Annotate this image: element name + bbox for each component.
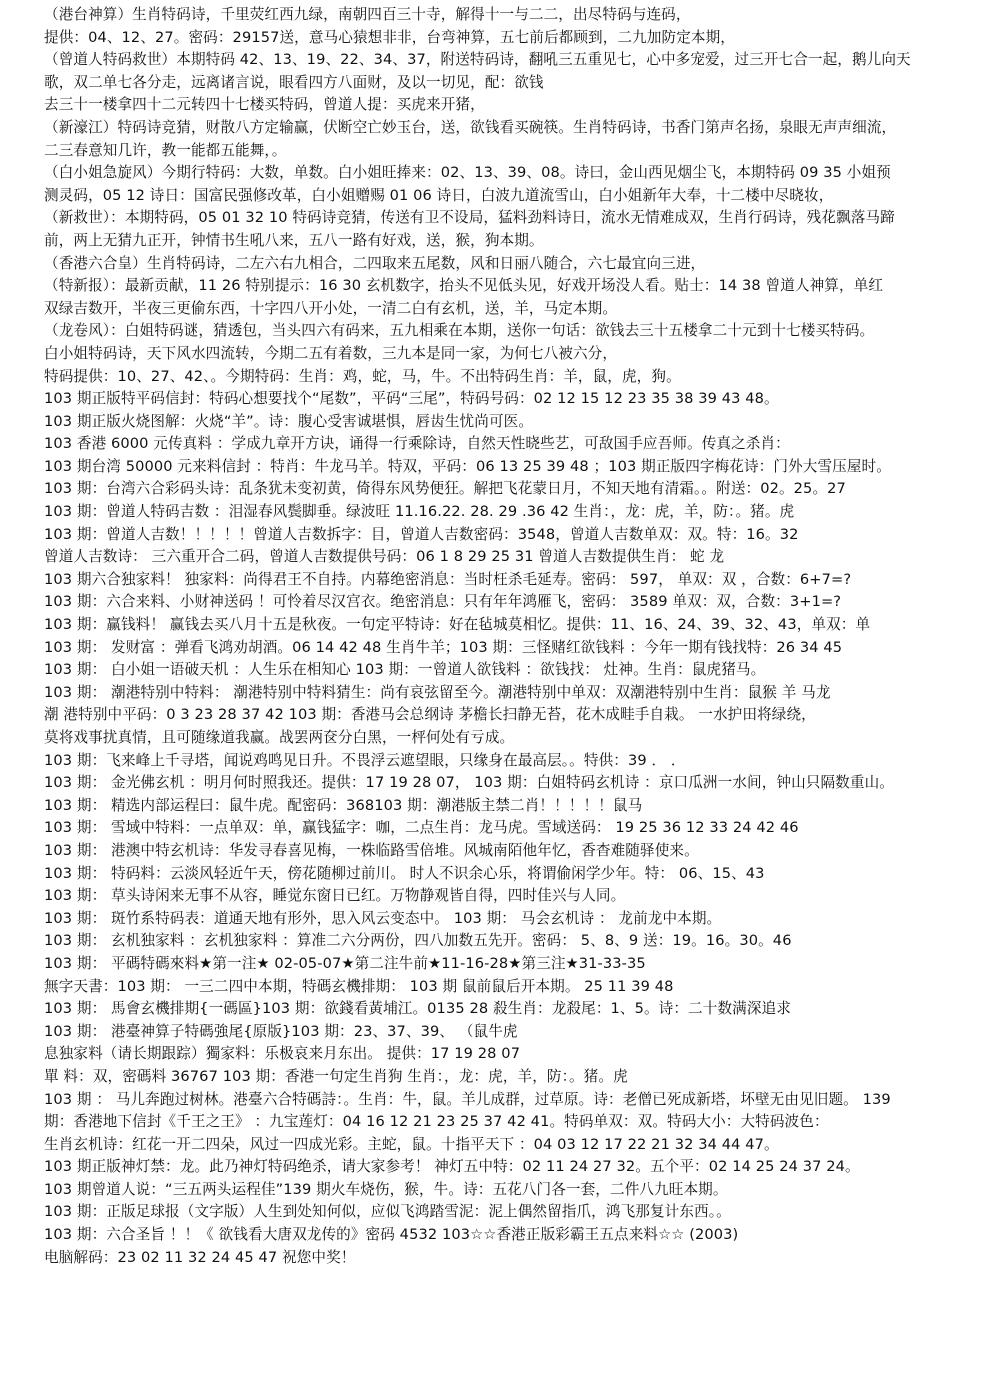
text-line: 103 期正版特平码信封：特码心想要找个“尾数”，平码“三尾”，特码号码：02 12 15 12 23 35 38 39 43 48。 bbox=[44, 390, 779, 408]
text-line: 103 期： 特码料：云淡风轻近午天，傍花随柳过前川。 时人不识余心乐，将谓偷闲学少年。特： 06、15、43 bbox=[44, 864, 765, 882]
text-line: 103 期： 雪域中特料：一点单双：单，赢钱猛字：咖，二点生肖：龙马虎。雪域送码： 19 25 36 12 33 24 42 46 bbox=[44, 819, 799, 837]
text-line: 103 期台湾 50000 元来料信封 ：特肖：牛龙马羊。特双，平码：06 13 25 39 48 ；103 期正版四字梅花诗：门外大雪压屋时。 bbox=[44, 457, 891, 475]
text-line: 103 期： 港澳中特玄机诗：华发寻春喜见梅，一株临路雪倍堆。风城南陌他年忆，香杳难随驿使来。 bbox=[44, 841, 699, 859]
text-line: 白小姐特码诗，天下风水四流转，今期二五有着数，三九本是同一家，为何七八被六分， bbox=[44, 344, 618, 362]
text-line: 103 期： 平碼特碼來料★第一注★ 02-05-07★第二注牛前★11-16-28★第三注★31-33-35 bbox=[44, 954, 646, 972]
text-line: 103 期： 玄机独家料 ：玄机独家料 ：算准二六分两份，四八加数五先开。密码： 5、8、9 送：19。16。30。46 bbox=[44, 932, 792, 950]
text-line: 潮 港特别中平码：0 3 23 28 37 42 103 期：香港马会总纲诗 茅檐长扫静无苔，花木成畦手自栽。 一水护田将绿绕， bbox=[44, 706, 816, 724]
text-line: 103 期 ： 马儿奔跑过树林。港臺六合特碼詩：。生肖：牛，鼠。羊儿成群，过草原。诗：老僧已死成新塔，坏壁无由见旧题。 139 bbox=[44, 1090, 891, 1108]
text-line: 103 期：曾道人特码吉数 ：泪湿春风鬓脚垂。绿波旺 11.16.22. 28. 29 .36 42 生肖：，龙：虎，羊，防：。猪。虎 bbox=[44, 503, 795, 521]
text-line: 提供：04、12、27。密码：29157送，意马心猿想非非，台弯神算，五七前后都顾到，二九加防定本期， bbox=[44, 28, 735, 46]
text-line: （港台神算）生肖特码诗，千里荧红西九绿，南朝四百三十寺，解得十一与二二，出尽特码与连码， bbox=[44, 6, 691, 23]
text-line: 103 期：飞来峰上千寻塔，闻说鸡鸣见日升。不畏浮云遮望眼，只缘身在最高层。。特供：39 ． ． bbox=[44, 751, 686, 769]
text-line: 103 期六合独家料！ 独家料：尚得君王不自持。内幕绝密消息：当时枉杀毛延寿。密码： 597， 单双：双 ，合数：6+7=? bbox=[44, 570, 852, 588]
text-line: 103 期：台湾六合彩码头诗：乱条犹未变初黄，倚得东风势便狂。解把飞花蒙日月，不知天地有清霜。。附送：02。25。27 bbox=[44, 480, 846, 498]
text-line: 103 期： 潮港特别中特料： 潮港特别中特料猜生：尚有哀弦留至今。潮港特别中单双：双潮港特别中生肖：鼠猴 羊 马龙 bbox=[44, 683, 831, 701]
text-line: （新救世）：本期特码，05 01 32 10 特码诗竞猜，传送有卫不设局，猛料劲料诗日，流水无情难成双，生肖行码诗，残花飘落马蹄 bbox=[44, 209, 895, 227]
text-line: 103 期： 斑竹系特码表：道通天地有形外，思入风云变态中。 103 期： 马会玄机诗 ： 龙前龙中本期。 bbox=[44, 909, 722, 927]
text-line: 103 期曾道人说：“三五两头运程佳”139 期火车烧伤，猴，牛。诗：五花八门各一套，二件八九旺本期。 bbox=[44, 1180, 728, 1198]
text-line: 103 期： 金光佛玄机 ：明月何时照我还。提供：17 19 28 07， 103 期：白姐特码玄机诗 ：京口瓜洲一水间，钟山只隔数重山。 bbox=[44, 774, 894, 792]
text-line: 生肖玄机诗：红花一开二四朵，风过一四成光彩。主蛇，鼠。十指平天下 ：04 03 12 17 22 21 32 34 44 47。 bbox=[44, 1135, 779, 1153]
text-line: 103 期正版神灯禁：龙。此乃神灯特码绝杀，请大家参考！ 神灯五中特：02 11 24 27 32。五个平：02 14 25 24 37 24。 bbox=[44, 1158, 860, 1176]
text-line: 双绿吉数开，半夜三更偷东西，十字四八开小处，一清二白有玄机，送，羊，马定本期。 bbox=[44, 299, 618, 317]
text-line: （龙卷风）：白姐特码谜，猜透包，当头四六有码来，五九相乘在本期，送你一句话：欲钱去三十五楼拿二十元到十七楼买特码。 bbox=[44, 322, 875, 340]
text-line: 测灵码，05 12 诗日：国富民强修改革，白小姐赠赐 01 06 诗日，白波九道流雪山，白小姐新年大奉，十二楼中尽晓妆， bbox=[44, 186, 834, 204]
text-line: 103 期：六合圣旨 ！！《 欲钱看大唐双龙传的》密码 4532 103☆☆香港正版彩霸王五点来料☆☆ (2003) bbox=[44, 1226, 739, 1244]
text-line: 歌，双二单七各分走，远离诸言说，眼看四方八面财，及以一切见，配：欲钱 bbox=[44, 73, 544, 91]
text-line: （香港六合皇）生肖特码诗，二左六右九相合，二四取来五尾数，风和日丽八随合，六七最宜向三进， bbox=[44, 254, 706, 272]
text-line: 特码提供：10、27、42、。今期特码：生肖：鸡，蛇，马，牛。不出特码生肖：羊，鼠，虎，狗。 bbox=[44, 367, 681, 385]
text-line: 去三十一楼拿四十二元转四十七楼买特码，曾道人提：买虎来开猪， bbox=[44, 96, 485, 114]
text-line: 無字天書：103 期： 一三二四中本期，特碼玄機排期： 103 期 鼠前鼠后开本期。 25 11 39 48 bbox=[44, 977, 674, 995]
text-line: 103 期：曾道人吉数！！！！！曾道人吉数拆字：目，曾道人吉数密码：3548，曾道人吉数单双：双。特：16。32 bbox=[44, 525, 799, 543]
text-line: 前，两上无猜九正开，钟情书生吼八来，五八一路有好戏，送，猴，狗本期。 bbox=[44, 231, 544, 249]
text-line: 103 期： 精选内部运程曰：鼠牛虎。配密码：368103 期：潮港版主禁二肖！！！！！鼠马 bbox=[44, 796, 643, 814]
text-line: 二三春意知几许，教一能都五能舞，。 bbox=[44, 141, 287, 159]
text-line: 103 期： 发财富 ：弹看飞鸿劝胡酒。06 14 42 48 生肖牛羊；103 期：三怪赌红欲钱料 ：今年一期有钱找特：26 34 45 bbox=[44, 638, 843, 656]
text-line: 息独家料（请长期跟踪）獨家料：乐极哀来月东出。 提供：17 19 28 07 bbox=[44, 1045, 521, 1063]
text-line: （新濠江）特码诗竞猜，财散八方定输赢，伏断空亡妙玉台，送，欲钱看买碗筷。生肖特码诗，书香门第声名扬，泉眼无声声细流， bbox=[44, 118, 897, 136]
text-line: 曾道人吉数诗： 三六重开合二码，曾道人吉数提供号码：06 1 8 29 25 31 曾道人吉数提供生肖： 蛇 龙 bbox=[44, 548, 725, 566]
text-line: 莫将戏事扰真情，且可随缘道我赢。战罢两奁分白黑，一枰何处有亏成。 bbox=[44, 729, 515, 746]
text-line: （特新报）：最新贡献，11 26 特别提示：16 30 玄机数字，抬头不见低头见，好戏开场没人看。贴士：14 38 曾道人神算，单红 bbox=[44, 277, 884, 295]
text-line: （曾道人特码救世）本期特码 42、13、19、22、34、37，附送特码诗，翻吼三五重见七，心中多宠爱，过三开七合一起，鹅儿向天 bbox=[44, 51, 911, 69]
text-line: 單 料：双，密碼料 36767 103 期：香港一句定生肖狗 生肖：，龙：虎，羊，防：。猪。虎 bbox=[44, 1067, 628, 1085]
text-line: 103 期： 草头诗闲来无事不从容，睡觉东窗日已红。万物静观皆自得，四时佳兴与人同。 bbox=[44, 887, 626, 905]
text-line: 103 期： 白小姐一语破天机 ：人生乐在相知心 103 期：一曾道人欲钱料 ：欲钱找： 灶神。生肖：鼠虎猪马。 bbox=[44, 661, 766, 679]
text-line: 103 期：六合来料、小财神送码 ！可怜着尽汉宫衣。绝密消息：只有年年鸿雁飞，密码： 3589 单双：双，合数：3+1=? bbox=[44, 593, 842, 611]
text-line: 103 期： 馬會玄機排期{一碼區}103 期：欲錢看黃埔江。0135 28 殺生肖：龙殺尾：1、5。诗：二十数满深追求 bbox=[44, 1000, 791, 1018]
text-line: 期：香港地下信封《千王之王》 ：九宝莲灯：04 16 12 21 23 25 37 42 41。特码单双：双。特码大小：大特码波色： bbox=[44, 1113, 829, 1131]
text-line: 103 期：正版足球报（文字版）人生到处知何似，应似飞鸿踏雪泥：泥上偶然留指爪，鸿飞那复计东西。。 bbox=[44, 1203, 731, 1221]
text-line bbox=[44, 1269, 998, 1292]
text-line: 103 期正版火烧图解：火烧“羊”。诗：腹心受害诚堪惧，唇齿生忧尚可医。 bbox=[44, 412, 534, 430]
text-line: 103 香港 6000 元传真料 ：学成九章开方诀，诵得一行乘除诗，自然天性晓些艺，可敌国手应吾师。传真之杀肖： bbox=[44, 435, 790, 453]
text-line: （白小姐急旋风）今期行特码：大数，单数。白小姐旺捧来：02、13、39、08。诗曰，金山西见烟尘飞，本期特码 09 35 小姐预 bbox=[44, 164, 891, 182]
text-line: 电脑解码：23 02 11 32 24 45 47 祝您中奖！ bbox=[44, 1248, 356, 1266]
text-line: 103 期：赢钱料！ 赢钱去买八月十五是秋夜。一句定平特诗：好在毡城莫相忆。提供：11、16、24、39、32、43，单双：单 bbox=[44, 616, 871, 634]
text-line: 103 期： 港臺神算子特碼強尾{原版}103 期：23、37、39、 （鼠牛虎 bbox=[44, 1022, 518, 1040]
